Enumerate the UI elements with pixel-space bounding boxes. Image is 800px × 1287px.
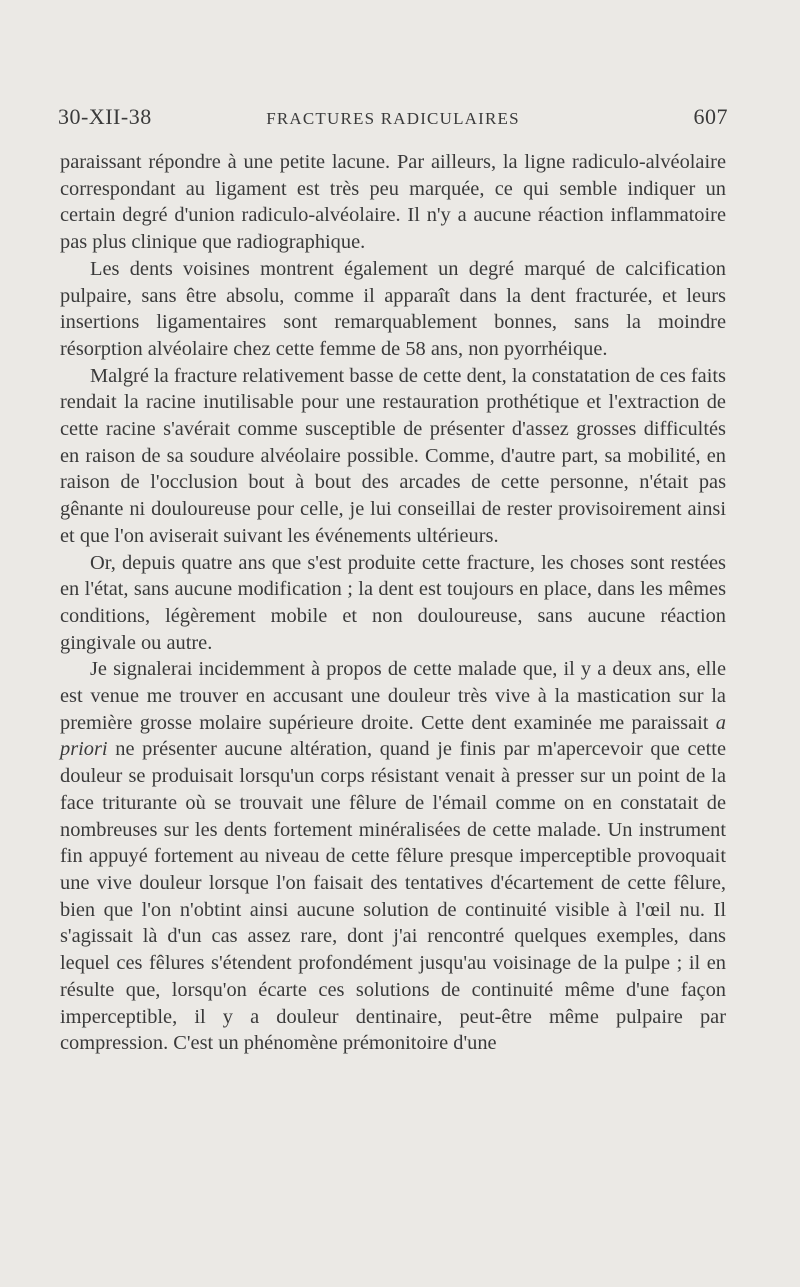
paragraph-5-part-2: ne présenter aucune altération, quand je finis par m'apercevoir que cette douleur se produisait lorsqu'un corps résistant venait à presser sur un point de la face triturante où se trouvait une fêlure de l'émail comme on en constatait de nombreuses sur les dents fortement minéralisées de cette malade. Un instrument fin appuyé fortement au niveau de cette fêlure presque imperceptible provoquait une vive douleur lorsque l'on faisait des tentatives d'écartement de cette fêlure, bien que l'on n'obtint ainsi aucune solution de continuité visible à l'œil nu. Il s'agissait là d'un cas assez rare, dont j'ai rencontré quelques exemples, dans lequel ces fêlures s'étendent profondément jusqu'au voisinage de la pulpe ; il en résulte que, lorsqu'on écarte ces solutions de continuité même d'une façon imperceptible, il y a douleur dentinaire, peut-être même pulpaire par compression. C'est un phénomène prémonitoire d'une (60, 738, 726, 1055)
paragraph-1: paraissant répondre à une petite lacune. Par ailleurs, la ligne radiculo-alvéolaire correspondant au ligament est très peu marquée, ce qui semble indiquer un certain degré d'union radiculo-alvéolaire. Il n'y a aucune réaction inflammatoire pas plus clinique que radiographique. (60, 151, 726, 254)
running-header (58, 104, 728, 136)
page-number: 607 (693, 104, 728, 129)
paragraph-2: Les dents voisines montrent également un degré marqué de calcification pulpaire, sans être absolu, comme il apparaît dans la dent fracturée, et leurs insertions ligamentaires sont remarquablement bonnes, sans la moindre résorption alvéolaire chez cette femme de 58 ans, non pyorrhéique. (60, 257, 726, 360)
paragraph-3: Malgré la fracture relativement basse de cette dent, la constatation de ces faits rendait la racine inutilisable pour une restauration prothétique et l'extraction de cette racine s'avérait comme susceptible de présenter d'assez grosses difficultés en raison de sa soudure alvéolaire possible. Comme, d'autre part, sa mobilité, en raison de l'occlusion bout à bout des arcades de cette personne, n'était pas gênante ni douloureuse pour celle, je lui conseillai de rester provisoirement ainsi et que l'on aviserait suivant les événements ultérieurs. (60, 364, 726, 547)
body-text (60, 149, 726, 1057)
header-running-title: FRACTURES RADICULAIRES (266, 109, 520, 128)
paragraph-4: Or, depuis quatre ans que s'est produite cette fracture, les choses sont restées en l'état, sans aucune modification ; la dent est toujours en place, dans les mêmes conditions, légèrement mobile et non douloureuse, sans aucune réaction gingivale ou autre. (60, 551, 726, 654)
italic-phrase: a priori (60, 711, 726, 761)
paragraph-5 (60, 656, 726, 1057)
header-date: 30-XII-38 (58, 104, 152, 129)
paragraph-5-part-1: Je signalerai incidemment à propos de cette malade que, il y a deux ans, elle est venue me trouver en accusant une douleur très vive à la mastication sur la première grosse molaire supérieure droite. Cette dent examinée me paraissait (60, 658, 726, 734)
